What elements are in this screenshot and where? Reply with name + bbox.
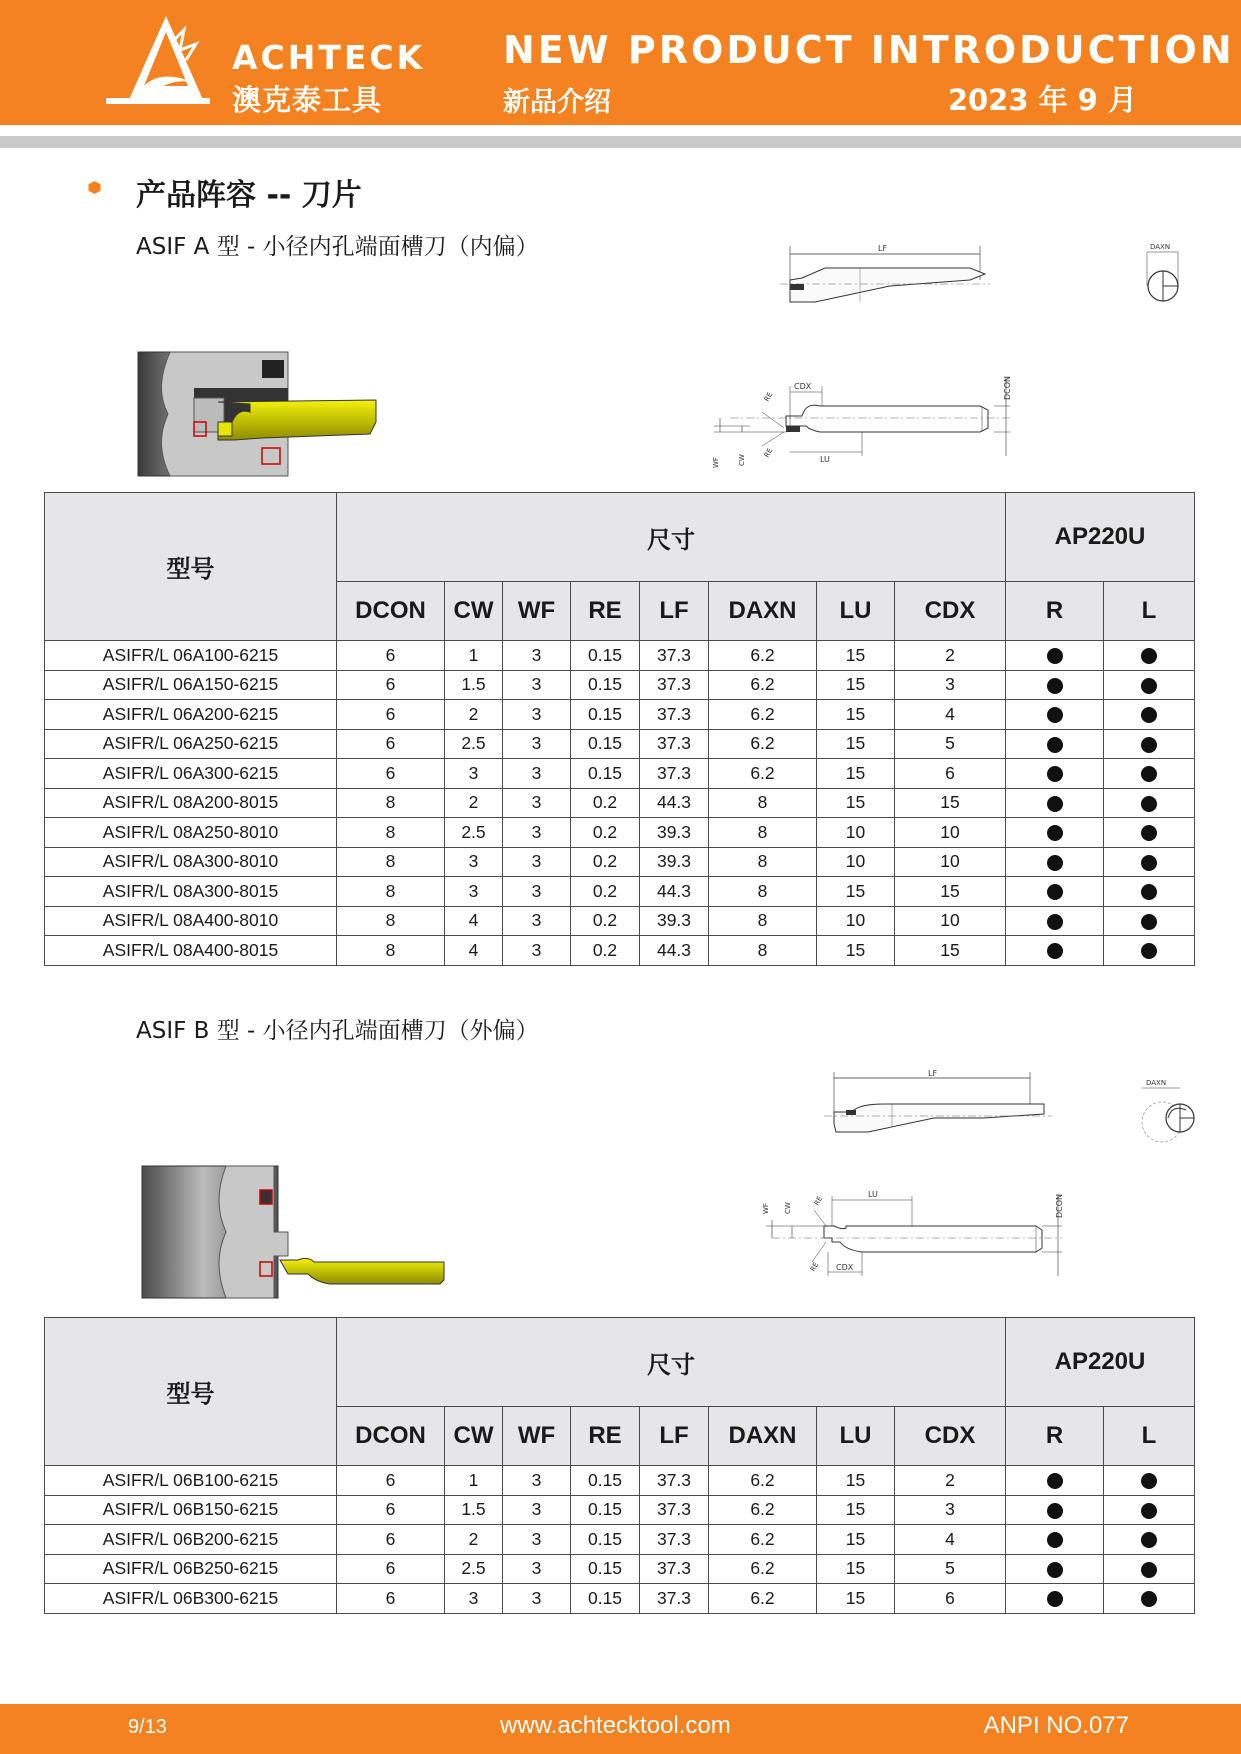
availability-cell-r	[1006, 641, 1104, 671]
value-cell-cdx: 10	[895, 818, 1006, 848]
value-cell-daxn: 6.2	[709, 670, 817, 700]
table-row	[45, 759, 1195, 789]
column-header-daxn: DAXN	[709, 582, 817, 641]
model-cell: ASIFR/L 08A400-8010	[45, 906, 337, 936]
availability-cell-r	[1006, 1466, 1104, 1496]
value-cell-re: 0.2	[571, 818, 640, 848]
model-cell: ASIFR/L 08A250-8010	[45, 818, 337, 848]
table-row	[45, 906, 1195, 936]
availability-dot-icon	[1141, 825, 1157, 841]
value-cell-lf: 39.3	[640, 906, 709, 936]
availability-cell-l	[1104, 700, 1195, 730]
value-cell-dcon: 8	[337, 877, 445, 907]
availability-dot-icon	[1141, 1562, 1157, 1578]
value-cell-lf: 37.3	[640, 1495, 709, 1525]
table-row	[45, 877, 1195, 907]
dim-cw-label: CW	[738, 454, 746, 466]
availability-dot-icon	[1047, 1591, 1063, 1607]
table-row	[45, 847, 1195, 877]
dim-cdx-b-label: CDX	[836, 1263, 854, 1272]
value-cell-dcon: 6	[337, 759, 445, 789]
value-cell-daxn: 6.2	[709, 700, 817, 730]
value-cell-wf: 3	[503, 877, 571, 907]
value-cell-lf: 37.3	[640, 1525, 709, 1555]
product-a-machining-illustration	[134, 348, 384, 480]
value-cell-dcon: 6	[337, 1525, 445, 1555]
value-cell-lu: 15	[817, 936, 895, 966]
availability-cell-r	[1006, 847, 1104, 877]
value-cell-re: 0.15	[571, 641, 640, 671]
dim-daxn-b-label: DAXN	[1146, 1079, 1167, 1087]
value-cell-cdx: 4	[895, 1525, 1006, 1555]
value-cell-wf: 3	[503, 1525, 571, 1555]
availability-dot-icon	[1047, 648, 1063, 664]
availability-cell-l	[1104, 877, 1195, 907]
availability-dot-icon	[1047, 707, 1063, 723]
value-cell-re: 0.2	[571, 877, 640, 907]
value-cell-cdx: 15	[895, 936, 1006, 966]
availability-cell-r	[1006, 1495, 1104, 1525]
availability-dot-icon	[1141, 855, 1157, 871]
column-header-dcon: DCON	[337, 1407, 445, 1466]
dim-wf-label: WF	[712, 457, 720, 468]
value-cell-dcon: 8	[337, 936, 445, 966]
model-cell: ASIFR/L 08A400-8015	[45, 936, 337, 966]
value-cell-re: 0.15	[571, 670, 640, 700]
product-a-side-view-diagram	[780, 240, 990, 310]
value-cell-cw: 4	[445, 936, 503, 966]
table-row	[45, 641, 1195, 671]
model-cell: ASIFR/L 06B250-6215	[45, 1554, 337, 1584]
availability-dot-icon	[1047, 1503, 1063, 1519]
product-b-dimension-drawing	[752, 1186, 1072, 1286]
table-row	[45, 1495, 1195, 1525]
page-title: NEW PRODUCT INTRODUCTION	[503, 28, 1235, 72]
value-cell-lu: 10	[817, 906, 895, 936]
value-cell-lu: 15	[817, 788, 895, 818]
availability-dot-icon	[1141, 1473, 1157, 1489]
dim-re-top-label: RE	[762, 390, 775, 403]
value-cell-cdx: 2	[895, 1466, 1006, 1496]
value-cell-wf: 3	[503, 936, 571, 966]
availability-dot-icon	[1141, 943, 1157, 959]
availability-dot-icon	[1047, 1473, 1063, 1489]
value-cell-re: 0.15	[571, 700, 640, 730]
availability-cell-r	[1006, 1525, 1104, 1555]
value-cell-wf: 3	[503, 818, 571, 848]
value-cell-lu: 15	[817, 729, 895, 759]
value-cell-lu: 15	[817, 641, 895, 671]
value-cell-lu: 15	[817, 1554, 895, 1584]
availability-cell-l	[1104, 1554, 1195, 1584]
product-b-title: ASIF B 型 - 小径内孔端面槽刀（外偏）	[136, 1018, 539, 1044]
model-cell: ASIFR/L 06B150-6215	[45, 1495, 337, 1525]
availability-cell-r	[1006, 700, 1104, 730]
model-cell: ASIFR/L 08A300-8010	[45, 847, 337, 877]
value-cell-wf: 3	[503, 700, 571, 730]
value-cell-dcon: 6	[337, 729, 445, 759]
model-cell: ASIFR/L 06B100-6215	[45, 1466, 337, 1496]
availability-cell-l	[1104, 1584, 1195, 1614]
value-cell-cdx: 15	[895, 788, 1006, 818]
value-cell-daxn: 8	[709, 788, 817, 818]
brand-name-en: ACHTECK	[232, 38, 426, 77]
dim-lu-b-label: LU	[868, 1190, 878, 1199]
value-cell-cw: 1	[445, 641, 503, 671]
model-cell: ASIFR/L 06A300-6215	[45, 759, 337, 789]
dim-dcon-label: DCON	[1003, 375, 1012, 400]
availability-cell-r	[1006, 877, 1104, 907]
availability-cell-l	[1104, 936, 1195, 966]
value-cell-lu: 15	[817, 1525, 895, 1555]
availability-cell-r	[1006, 1554, 1104, 1584]
column-header-lf: LF	[640, 582, 709, 641]
column-header-size: 尺寸	[337, 1318, 1006, 1407]
value-cell-cdx: 15	[895, 877, 1006, 907]
dim-cw-b-label: CW	[784, 1202, 792, 1214]
value-cell-lf: 39.3	[640, 818, 709, 848]
column-header-model: 型号	[45, 1318, 337, 1466]
value-cell-cw: 3	[445, 759, 503, 789]
availability-dot-icon	[1047, 1532, 1063, 1548]
product-a-end-view-diagram	[1138, 240, 1188, 310]
column-header-dcon: DCON	[337, 582, 445, 641]
value-cell-wf: 3	[503, 906, 571, 936]
dim-lu-label: LU	[820, 455, 830, 464]
value-cell-daxn: 6.2	[709, 1525, 817, 1555]
value-cell-re: 0.15	[571, 1466, 640, 1496]
value-cell-lf: 37.3	[640, 1466, 709, 1496]
availability-cell-l	[1104, 847, 1195, 877]
value-cell-re: 0.15	[571, 1584, 640, 1614]
model-cell: ASIFR/L 08A200-8015	[45, 788, 337, 818]
value-cell-cw: 3	[445, 877, 503, 907]
availability-dot-icon	[1047, 737, 1063, 753]
availability-cell-l	[1104, 1466, 1195, 1496]
model-cell: ASIFR/L 06B200-6215	[45, 1525, 337, 1555]
value-cell-dcon: 6	[337, 1584, 445, 1614]
header-divider	[0, 136, 1241, 148]
value-cell-lu: 10	[817, 818, 895, 848]
value-cell-dcon: 8	[337, 788, 445, 818]
value-cell-dcon: 6	[337, 1554, 445, 1584]
model-cell: ASIFR/L 06B300-6215	[45, 1584, 337, 1614]
value-cell-cdx: 5	[895, 729, 1006, 759]
dim-re-b-bottom-label: RE	[808, 1260, 821, 1273]
value-cell-cdx: 10	[895, 847, 1006, 877]
document-number: ANPI NO.077	[983, 1712, 1129, 1739]
dim-re-b-top-label: RE	[812, 1194, 825, 1207]
availability-cell-l	[1104, 729, 1195, 759]
dim-dcon-b-label: DCON	[1055, 1193, 1064, 1218]
availability-cell-l	[1104, 788, 1195, 818]
value-cell-lu: 15	[817, 700, 895, 730]
value-cell-wf: 3	[503, 670, 571, 700]
value-cell-re: 0.15	[571, 1525, 640, 1555]
table-row	[45, 818, 1195, 848]
value-cell-cw: 3	[445, 1584, 503, 1614]
column-header-grade: AP220U	[1006, 493, 1195, 582]
value-cell-lf: 37.3	[640, 729, 709, 759]
column-header-lf: LF	[640, 1407, 709, 1466]
value-cell-daxn: 8	[709, 936, 817, 966]
value-cell-cw: 1.5	[445, 670, 503, 700]
availability-cell-l	[1104, 1495, 1195, 1525]
model-cell: ASIFR/L 06A200-6215	[45, 700, 337, 730]
availability-dot-icon	[1141, 766, 1157, 782]
availability-cell-r	[1006, 936, 1104, 966]
table-row	[45, 1466, 1195, 1496]
availability-dot-icon	[1141, 914, 1157, 930]
value-cell-lu: 10	[817, 847, 895, 877]
product-a-spec-table	[44, 492, 1195, 966]
column-header-cdx: CDX	[895, 582, 1006, 641]
availability-dot-icon	[1141, 1532, 1157, 1548]
value-cell-re: 0.2	[571, 936, 640, 966]
value-cell-cw: 1	[445, 1466, 503, 1496]
value-cell-re: 0.15	[571, 759, 640, 789]
value-cell-lu: 15	[817, 1584, 895, 1614]
value-cell-dcon: 8	[337, 906, 445, 936]
value-cell-wf: 3	[503, 1466, 571, 1496]
value-cell-lu: 15	[817, 877, 895, 907]
availability-cell-r	[1006, 1584, 1104, 1614]
value-cell-daxn: 6.2	[709, 1584, 817, 1614]
column-header-r: R	[1006, 582, 1104, 641]
availability-cell-l	[1104, 906, 1195, 936]
availability-cell-l	[1104, 641, 1195, 671]
value-cell-cdx: 3	[895, 670, 1006, 700]
column-header-size: 尺寸	[337, 493, 1006, 582]
value-cell-re: 0.15	[571, 1554, 640, 1584]
dim-wf-b-label: WF	[762, 1203, 770, 1214]
value-cell-lf: 44.3	[640, 936, 709, 966]
value-cell-lu: 15	[817, 759, 895, 789]
dim-cdx-label: CDX	[794, 382, 812, 391]
value-cell-lu: 15	[817, 1466, 895, 1496]
column-header-wf: WF	[503, 582, 571, 641]
column-header-re: RE	[571, 1407, 640, 1466]
dim-lf-label: LF	[878, 244, 888, 253]
table-row	[45, 1554, 1195, 1584]
column-header-model: 型号	[45, 493, 337, 641]
column-header-cdx: CDX	[895, 1407, 1006, 1466]
value-cell-cdx: 6	[895, 759, 1006, 789]
availability-dot-icon	[1141, 884, 1157, 900]
availability-cell-r	[1006, 670, 1104, 700]
availability-cell-r	[1006, 759, 1104, 789]
availability-cell-r	[1006, 818, 1104, 848]
product-a-title: ASIF A 型 - 小径内孔端面槽刀（内偏）	[136, 234, 539, 260]
value-cell-cdx: 3	[895, 1495, 1006, 1525]
value-cell-wf: 3	[503, 641, 571, 671]
value-cell-wf: 3	[503, 1554, 571, 1584]
availability-dot-icon	[1047, 825, 1063, 841]
value-cell-lf: 37.3	[640, 1584, 709, 1614]
model-cell: ASIFR/L 06A250-6215	[45, 729, 337, 759]
value-cell-cdx: 10	[895, 906, 1006, 936]
availability-cell-r	[1006, 788, 1104, 818]
value-cell-cw: 2.5	[445, 729, 503, 759]
value-cell-wf: 3	[503, 1495, 571, 1525]
availability-dot-icon	[1047, 766, 1063, 782]
value-cell-dcon: 6	[337, 700, 445, 730]
value-cell-dcon: 8	[337, 818, 445, 848]
value-cell-cw: 2.5	[445, 818, 503, 848]
column-header-l: L	[1104, 1407, 1195, 1466]
value-cell-lf: 37.3	[640, 759, 709, 789]
value-cell-wf: 3	[503, 1584, 571, 1614]
product-b-side-view-diagram	[824, 1068, 1054, 1138]
column-header-grade: AP220U	[1006, 1318, 1195, 1407]
value-cell-dcon: 6	[337, 1495, 445, 1525]
value-cell-cdx: 4	[895, 700, 1006, 730]
value-cell-lu: 15	[817, 670, 895, 700]
availability-dot-icon	[1047, 943, 1063, 959]
value-cell-re: 0.15	[571, 1495, 640, 1525]
value-cell-wf: 3	[503, 788, 571, 818]
value-cell-cdx: 2	[895, 641, 1006, 671]
value-cell-daxn: 6.2	[709, 1554, 817, 1584]
value-cell-daxn: 8	[709, 906, 817, 936]
value-cell-cw: 2.5	[445, 1554, 503, 1584]
value-cell-wf: 3	[503, 847, 571, 877]
model-cell: ASIFR/L 06A100-6215	[45, 641, 337, 671]
value-cell-cw: 1.5	[445, 1495, 503, 1525]
table-row	[45, 670, 1195, 700]
availability-cell-r	[1006, 906, 1104, 936]
product-b-spec-table	[44, 1317, 1195, 1614]
value-cell-daxn: 8	[709, 847, 817, 877]
table-row	[45, 1584, 1195, 1614]
column-header-cw: CW	[445, 1407, 503, 1466]
website-link[interactable]: www.achtecktool.com	[500, 1712, 731, 1739]
column-header-re: RE	[571, 582, 640, 641]
column-header-wf: WF	[503, 1407, 571, 1466]
value-cell-lf: 39.3	[640, 847, 709, 877]
value-cell-re: 0.2	[571, 906, 640, 936]
table-row	[45, 700, 1195, 730]
availability-dot-icon	[1141, 796, 1157, 812]
brand-name-cn: 澳克泰工具	[232, 83, 383, 117]
availability-dot-icon	[1141, 678, 1157, 694]
product-a-dimension-drawing	[710, 370, 1020, 470]
value-cell-dcon: 6	[337, 641, 445, 671]
availability-cell-l	[1104, 670, 1195, 700]
availability-dot-icon	[1141, 737, 1157, 753]
model-cell: ASIFR/L 08A300-8015	[45, 877, 337, 907]
table-row	[45, 1525, 1195, 1555]
value-cell-daxn: 6.2	[709, 641, 817, 671]
availability-dot-icon	[1047, 796, 1063, 812]
value-cell-cw: 2	[445, 788, 503, 818]
value-cell-wf: 3	[503, 759, 571, 789]
value-cell-lf: 37.3	[640, 641, 709, 671]
column-header-lu: LU	[817, 1407, 895, 1466]
column-header-r: R	[1006, 1407, 1104, 1466]
availability-cell-l	[1104, 1525, 1195, 1555]
value-cell-cdx: 6	[895, 1584, 1006, 1614]
availability-dot-icon	[1141, 707, 1157, 723]
availability-dot-icon	[1047, 914, 1063, 930]
availability-dot-icon	[1047, 884, 1063, 900]
value-cell-cw: 4	[445, 906, 503, 936]
model-cell: ASIFR/L 06A150-6215	[45, 670, 337, 700]
table-row	[45, 788, 1195, 818]
table-row	[45, 936, 1195, 966]
value-cell-cdx: 5	[895, 1554, 1006, 1584]
value-cell-lf: 37.3	[640, 670, 709, 700]
column-header-lu: LU	[817, 582, 895, 641]
availability-cell-l	[1104, 759, 1195, 789]
value-cell-dcon: 8	[337, 847, 445, 877]
availability-cell-r	[1006, 729, 1104, 759]
table-row	[45, 729, 1195, 759]
availability-dot-icon	[1141, 1503, 1157, 1519]
dim-lf-b-label: LF	[928, 1069, 938, 1078]
availability-cell-l	[1104, 818, 1195, 848]
value-cell-cw: 2	[445, 1525, 503, 1555]
column-header-cw: CW	[445, 582, 503, 641]
value-cell-dcon: 6	[337, 670, 445, 700]
value-cell-daxn: 6.2	[709, 759, 817, 789]
value-cell-daxn: 8	[709, 818, 817, 848]
product-b-machining-illustration	[138, 1162, 450, 1302]
availability-dot-icon	[1047, 1562, 1063, 1578]
value-cell-daxn: 6.2	[709, 1466, 817, 1496]
dim-re-bottom-label: RE	[762, 446, 775, 459]
value-cell-lf: 37.3	[640, 1554, 709, 1584]
value-cell-cw: 2	[445, 700, 503, 730]
availability-dot-icon	[1047, 678, 1063, 694]
value-cell-cw: 3	[445, 847, 503, 877]
value-cell-dcon: 6	[337, 1466, 445, 1496]
dim-daxn-label: DAXN	[1150, 243, 1171, 251]
hexagon-bullet-icon	[88, 181, 101, 194]
value-cell-re: 0.15	[571, 729, 640, 759]
value-cell-re: 0.2	[571, 847, 640, 877]
page-number: 9/13	[128, 1716, 167, 1738]
availability-dot-icon	[1141, 1591, 1157, 1607]
value-cell-re: 0.2	[571, 788, 640, 818]
column-header-daxn: DAXN	[709, 1407, 817, 1466]
value-cell-wf: 3	[503, 729, 571, 759]
value-cell-lf: 44.3	[640, 877, 709, 907]
availability-dot-icon	[1141, 648, 1157, 664]
availability-dot-icon	[1047, 855, 1063, 871]
value-cell-daxn: 6.2	[709, 729, 817, 759]
section-title: 产品阵容 -- 刀片	[136, 178, 362, 213]
value-cell-lf: 37.3	[640, 700, 709, 730]
value-cell-daxn: 6.2	[709, 1495, 817, 1525]
product-b-end-view-diagram	[1132, 1076, 1202, 1146]
page-subtitle: 新品介绍	[503, 87, 611, 118]
value-cell-daxn: 8	[709, 877, 817, 907]
value-cell-lu: 15	[817, 1495, 895, 1525]
issue-date: 2023 年 9 月	[947, 83, 1137, 117]
value-cell-lf: 44.3	[640, 788, 709, 818]
column-header-l: L	[1104, 582, 1195, 641]
